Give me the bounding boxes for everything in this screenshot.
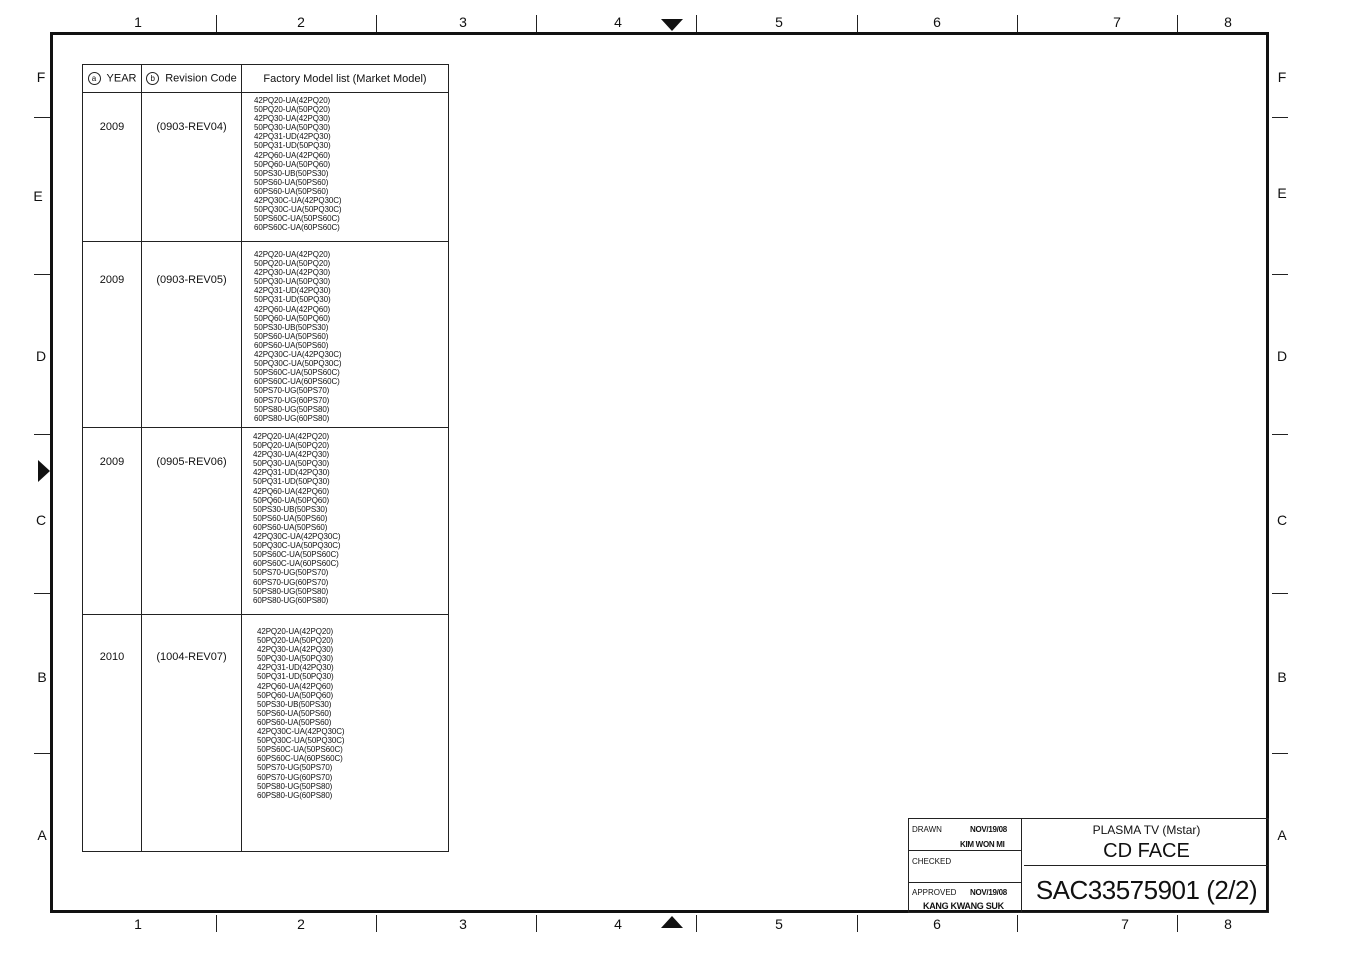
center-mark-top-icon — [661, 19, 683, 31]
zone-col-7-bottom: 7 — [1121, 916, 1129, 932]
model-entry: 50PS60-UA(50PS60) — [257, 708, 332, 718]
title-block — [908, 818, 1269, 913]
revision-code-value: (1004-REV07) — [156, 651, 227, 663]
model-entry: 50PQ30-UA(50PQ30) — [254, 277, 331, 287]
model-entry: 50PQ20-UA(50PQ20) — [254, 259, 331, 269]
zone-row-e-right: E — [1277, 185, 1287, 201]
revision-table — [82, 64, 449, 852]
drawn-date: NOV/19/08 — [970, 825, 1007, 834]
model-entry: 42PQ31-UD(42PQ30) — [253, 468, 330, 478]
model-entry: 50PS70-UG(50PS70) — [257, 763, 333, 773]
model-entry: 50PQ30C-UA(50PQ30C) — [254, 359, 342, 369]
model-entry: 50PS60C-UA(50PS60C) — [254, 214, 340, 224]
model-entry: 42PQ60-UA(42PQ60) — [254, 304, 331, 314]
model-entry: 60PS60-UA(50PS60) — [254, 340, 329, 350]
model-entry: 42PQ20-UA(42PQ20) — [254, 250, 331, 259]
marker-a-icon: a — [88, 72, 101, 85]
model-entry: 50PS60-UA(50PS60) — [254, 177, 329, 187]
year-cell — [83, 615, 142, 852]
zone-col-4-top: 4 — [614, 14, 622, 30]
zone-col-5-bottom: 5 — [775, 916, 783, 932]
model-entry: 42PQ30-UA(42PQ30) — [254, 114, 331, 124]
revision-code-value: (0903-REV05) — [156, 274, 227, 286]
model-entry: 50PQ20-UA(50PQ20) — [253, 441, 330, 451]
year-cell — [83, 93, 142, 242]
model-entry: 50PQ30C-UA(50PQ30C) — [254, 205, 342, 215]
model-entry: 50PQ31-UD(50PQ30) — [253, 477, 330, 487]
model-entry: 42PQ30C-UA(42PQ30C) — [254, 196, 342, 206]
model-list-cell — [242, 428, 449, 615]
model-entry: 50PS30-UB(50PS30) — [254, 168, 329, 178]
zone-row-f-left: F — [36, 69, 46, 85]
model-entry: 50PQ31-UD(50PQ30) — [257, 672, 334, 682]
model-list-cell — [242, 615, 449, 852]
revision-code-cell — [142, 93, 242, 242]
model-entry: 42PQ30C-UA(42PQ30C) — [254, 350, 342, 360]
zone-row-b-left: B — [37, 669, 47, 685]
table-row — [83, 428, 449, 615]
zone-row-c-right: C — [1276, 512, 1288, 528]
model-entry: 50PS30-UB(50PS30) — [254, 322, 329, 332]
revision-code-cell — [142, 428, 242, 615]
revision-code-value: (0903-REV04) — [156, 121, 227, 133]
approved-date: NOV/19/08 — [970, 888, 1007, 897]
model-entry: 60PS60-UA(50PS60) — [253, 522, 328, 532]
model-entry: 60PS70-UG(60PS70) — [254, 395, 330, 405]
model-entry: 42PQ30-UA(42PQ30) — [254, 268, 331, 278]
table-row — [83, 615, 449, 852]
zone-row-b-right: B — [1277, 669, 1287, 685]
header-year: a YEAR — [83, 65, 142, 93]
zone-col-2-bottom: 2 — [297, 916, 305, 932]
part-number: SAC33575901 (2/2) — [1035, 875, 1258, 905]
zone-col-1-bottom: 1 — [134, 916, 142, 932]
table-row — [83, 93, 449, 242]
model-entry: 50PS60C-UA(50PS60C) — [257, 745, 343, 755]
model-entry: 50PQ60-UA(50PQ60) — [253, 495, 330, 505]
model-entry: 60PS60C-UA(60PS60C) — [257, 754, 343, 764]
checked-label: CHECKED — [912, 857, 952, 866]
zone-col-2-top: 2 — [297, 14, 305, 30]
model-entry: 50PQ30-UA(50PQ30) — [253, 459, 330, 469]
year-cell — [83, 428, 142, 615]
model-entry: 60PS80-UG(60PS80) — [257, 790, 333, 800]
model-entry: 50PS60C-UA(50PS60C) — [254, 368, 340, 378]
header-revision-code: b Revision Code — [142, 65, 242, 93]
model-entry: 50PS60C-UA(50PS60C) — [253, 550, 339, 560]
model-entry: 50PQ30-UA(50PQ30) — [257, 654, 334, 664]
model-entry: 50PQ30C-UA(50PQ30C) — [253, 541, 341, 551]
sheet-title: CD FACE — [1103, 840, 1190, 862]
model-entry: 50PQ31-UD(50PQ30) — [254, 141, 331, 151]
approved-by: KANG KWANG SUK — [923, 901, 1004, 911]
model-entry: 50PS80-UG(50PS80) — [257, 781, 333, 791]
year-value: 2010 — [99, 651, 125, 663]
model-list-cell — [242, 93, 449, 242]
model-entry: 60PS60-UA(50PS60) — [254, 186, 329, 196]
model-entry: 50PQ31-UD(50PQ30) — [254, 295, 331, 305]
model-entry: 50PQ30C-UA(50PQ30C) — [257, 736, 345, 746]
model-entry: 50PQ60-UA(50PQ60) — [254, 159, 331, 169]
model-entry: 60PS80-UG(60PS80) — [253, 595, 329, 605]
zone-col-6-bottom: 6 — [933, 916, 941, 932]
model-entry: 42PQ31-UD(42PQ30) — [254, 286, 331, 296]
zone-col-6-top: 6 — [933, 14, 941, 30]
marker-b-icon: b — [146, 72, 159, 85]
model-entry: 42PQ60-UA(42PQ60) — [254, 150, 331, 160]
model-entry: 60PS60C-UA(60PS60C) — [254, 223, 340, 233]
zone-col-4-bottom: 4 — [614, 916, 622, 932]
model-entry: 42PQ20-UA(42PQ20) — [257, 627, 334, 636]
model-entry: 60PS60-UA(50PS60) — [257, 717, 332, 727]
year-value: 2009 — [99, 121, 125, 133]
model-entry: 50PS70-UG(50PS70) — [254, 386, 330, 396]
model-entry: 50PS70-UG(50PS70) — [253, 568, 329, 578]
year-cell — [83, 242, 142, 428]
year-value: 2009 — [99, 456, 125, 468]
revision-code-cell — [142, 242, 242, 428]
zone-row-e-left: E — [33, 188, 43, 204]
zone-col-3-top: 3 — [459, 14, 467, 30]
revision-code-cell — [142, 615, 242, 852]
zone-col-8-top: 8 — [1224, 14, 1232, 30]
zone-row-d-left: D — [35, 348, 47, 364]
model-entry: 42PQ30-UA(42PQ30) — [253, 450, 330, 460]
approved-label: APPROVED — [912, 888, 957, 897]
table-header-row — [83, 65, 449, 93]
model-entry: 50PS80-UG(50PS80) — [254, 404, 330, 414]
model-entry: 60PS80-UG(60PS80) — [254, 413, 330, 423]
model-entry: 50PS60-UA(50PS60) — [253, 513, 328, 523]
model-entry: 42PQ31-UD(42PQ30) — [254, 132, 331, 142]
model-entry: 50PQ20-UA(50PQ20) — [254, 105, 331, 115]
model-entry: 42PQ60-UA(42PQ60) — [257, 681, 334, 691]
year-value: 2009 — [99, 274, 125, 286]
model-entry: 50PS60-UA(50PS60) — [254, 331, 329, 341]
center-mark-left-icon — [38, 460, 50, 482]
table-row — [83, 242, 449, 428]
zone-row-a-left: A — [37, 827, 47, 843]
header-model-list: Factory Model list (Market Model) — [242, 65, 449, 93]
drawn-by: KIM WON MI — [960, 840, 1005, 849]
zone-row-c-left: C — [35, 512, 47, 528]
model-entry: 42PQ20-UA(42PQ20) — [254, 96, 331, 105]
model-entry: 42PQ60-UA(42PQ60) — [253, 486, 330, 496]
zone-col-5-top: 5 — [775, 14, 783, 30]
model-entry: 50PQ60-UA(50PQ60) — [254, 313, 331, 323]
zone-col-3-bottom: 3 — [459, 916, 467, 932]
model-entry: 42PQ30C-UA(42PQ30C) — [257, 727, 345, 737]
model-entry: 50PS80-UG(50PS80) — [253, 586, 329, 596]
model-entry: 60PS70-UG(60PS70) — [257, 772, 333, 782]
revision-code-value: (0905-REV06) — [156, 456, 227, 468]
zone-row-a-right: A — [1277, 827, 1287, 843]
zone-row-d-right: D — [1276, 348, 1288, 364]
center-mark-bottom-icon — [661, 916, 683, 928]
drawn-label: DRAWN — [912, 825, 942, 834]
model-entry: 50PQ60-UA(50PQ60) — [257, 690, 334, 700]
model-entry: 50PS30-UB(50PS30) — [257, 699, 332, 709]
model-entry: 50PQ20-UA(50PQ20) — [257, 636, 334, 646]
model-entry: 42PQ31-UD(42PQ30) — [257, 663, 334, 673]
model-entry: 50PS30-UB(50PS30) — [253, 504, 328, 514]
model-entry: 60PS60C-UA(60PS60C) — [253, 559, 339, 569]
model-entry: 60PS60C-UA(60PS60C) — [254, 377, 340, 387]
model-entry: 42PQ30-UA(42PQ30) — [257, 645, 334, 655]
zone-col-7-top: 7 — [1113, 14, 1121, 30]
product-name: PLASMA TV (Mstar) — [1092, 823, 1201, 837]
zone-col-8-bottom: 8 — [1224, 916, 1232, 932]
model-entry: 60PS70-UG(60PS70) — [253, 577, 329, 587]
model-list-cell — [242, 242, 449, 428]
model-entry: 42PQ30C-UA(42PQ30C) — [253, 532, 341, 542]
zone-col-1-top: 1 — [134, 14, 142, 30]
model-entry: 42PQ20-UA(42PQ20) — [253, 432, 330, 441]
zone-row-f-right: F — [1277, 69, 1287, 85]
model-entry: 50PQ30-UA(50PQ30) — [254, 123, 331, 133]
